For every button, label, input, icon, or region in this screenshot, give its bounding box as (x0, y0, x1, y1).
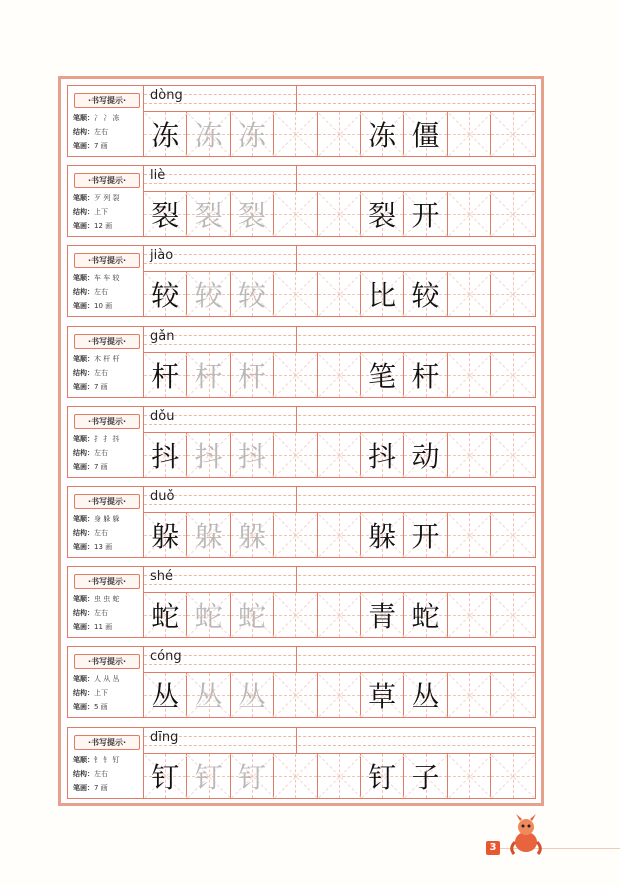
structure-value: 左右 (94, 288, 108, 297)
structure-label: 结构： (73, 689, 94, 698)
model-character: 较 (151, 279, 180, 313)
stroke-count-line (73, 622, 112, 632)
stroke-count-label: 笔画： (73, 382, 94, 391)
practice-row (67, 566, 536, 638)
word-character: 开 (411, 520, 440, 553)
grid-cell[interactable] (231, 353, 274, 397)
grid-cell[interactable] (491, 353, 534, 397)
grid-cell[interactable] (187, 593, 230, 637)
word-character: 僵 (411, 119, 440, 152)
stroke-order-line (73, 193, 119, 203)
grid-cell[interactable] (231, 192, 274, 236)
word-character: 青 (368, 600, 397, 634)
stroke-count-value: 5 画 (94, 703, 108, 712)
pinyin: duǒ (150, 489, 175, 504)
structure-line (73, 528, 108, 538)
trace-character: 抖 (237, 439, 266, 473)
stroke-order-line (73, 434, 119, 444)
grid-cell[interactable] (144, 593, 187, 637)
hint-title: ·书写提示· (74, 173, 140, 188)
grid-cell[interactable] (187, 754, 230, 798)
stroke-count-line (73, 462, 108, 472)
stroke-order-line (73, 354, 119, 364)
grid-cell[interactable] (361, 192, 404, 236)
writing-hint (68, 728, 144, 798)
trace-character: 较 (237, 279, 266, 313)
trace-character: 杆 (237, 359, 266, 393)
grid-cell[interactable] (404, 754, 447, 798)
trace-character: 冻 (237, 119, 266, 152)
structure-label: 结构： (73, 288, 94, 297)
writing-hint (68, 86, 144, 156)
practice-row (67, 245, 536, 317)
structure-value: 上下 (94, 208, 108, 217)
model-character: 躲 (151, 520, 180, 553)
stroke-order-label: 笔顺： (73, 274, 94, 283)
practice-row (67, 85, 536, 157)
grid-cell[interactable] (144, 673, 187, 717)
structure-value: 左右 (94, 128, 108, 136)
stroke-order-value: 虫 虫 蛇 (94, 595, 120, 604)
pinyin-area (144, 728, 535, 754)
word-character: 钉 (368, 760, 397, 794)
writing-hint (68, 487, 144, 557)
stroke-count-label: 笔画： (73, 783, 94, 792)
grid-cell[interactable] (361, 754, 404, 798)
pinyin-area (144, 166, 535, 192)
model-character: 钉 (151, 760, 180, 794)
writing-grid (144, 353, 535, 397)
hint-title: ·书写提示· (74, 654, 140, 669)
pinyin-area (144, 246, 535, 272)
grid-cell[interactable] (187, 433, 230, 477)
writing-grid (144, 593, 535, 637)
grid-cell[interactable] (318, 513, 361, 557)
stroke-count-line (73, 382, 108, 392)
trace-character: 钉 (194, 760, 223, 794)
writing-hint (68, 567, 144, 637)
model-character: 抖 (151, 439, 180, 473)
grid-cell[interactable] (491, 673, 534, 717)
grid-cell[interactable] (361, 272, 404, 316)
grid-cell[interactable] (231, 513, 274, 557)
structure-label: 结构： (73, 208, 94, 217)
word-character: 蛇 (411, 600, 440, 634)
grid-cell[interactable] (231, 433, 274, 477)
word-character: 动 (411, 439, 440, 473)
hint-title: ·书写提示· (74, 735, 140, 750)
page-number: 3 (486, 841, 500, 855)
trace-character: 丛 (237, 680, 266, 714)
stroke-count-label: 笔画： (73, 462, 94, 471)
stroke-order-value: 木 杆 杆 (94, 354, 120, 363)
grid-cell[interactable] (448, 513, 491, 557)
structure-label: 结构： (73, 448, 94, 457)
grid-cell[interactable] (361, 433, 404, 477)
structure-line (73, 448, 108, 458)
stroke-count-value: 10 画 (94, 302, 113, 311)
stroke-order-label: 笔顺： (73, 194, 94, 203)
structure-label: 结构： (73, 769, 94, 778)
model-character: 裂 (151, 199, 180, 233)
stroke-count-value: 13 画 (94, 543, 113, 551)
grid-cell[interactable] (318, 192, 361, 236)
stroke-count-line (73, 301, 112, 311)
grid-cell[interactable] (404, 673, 447, 717)
structure-value: 左右 (94, 448, 108, 457)
pinyin-area (144, 487, 535, 513)
grid-cell[interactable] (404, 593, 447, 637)
stroke-count-value: 7 画 (94, 783, 108, 792)
model-character: 蛇 (151, 600, 180, 634)
grid-cell[interactable] (187, 272, 230, 316)
stroke-count-label: 笔画： (73, 623, 94, 632)
word-character: 较 (411, 279, 440, 313)
pinyin-area (144, 327, 535, 353)
grid-cell[interactable] (361, 513, 404, 557)
writing-grid (144, 673, 535, 717)
structure-line (73, 769, 108, 779)
grid-cell[interactable] (274, 112, 317, 156)
grid-cell[interactable] (274, 513, 317, 557)
grid-cell[interactable] (361, 112, 404, 156)
word-character: 裂 (368, 199, 397, 233)
writing-grid (144, 272, 535, 316)
grid-cell[interactable] (274, 433, 317, 477)
structure-value: 左右 (94, 609, 108, 618)
grid-cell[interactable] (231, 272, 274, 316)
practice-row (67, 646, 536, 718)
grid-cell[interactable] (448, 353, 491, 397)
word-character: 草 (368, 680, 397, 714)
stroke-order-label: 笔顺： (73, 114, 94, 122)
structure-label: 结构： (73, 368, 94, 377)
grid-cell[interactable] (144, 272, 187, 316)
stroke-count-line (73, 702, 108, 712)
practice-row (67, 486, 536, 558)
stroke-count-value: 12 画 (94, 222, 113, 231)
writing-grid (144, 112, 535, 156)
stroke-count-label: 笔画： (73, 302, 94, 311)
trace-character: 躲 (194, 520, 223, 553)
grid-cell[interactable] (448, 593, 491, 637)
pinyin: shé (150, 569, 174, 585)
word-character: 冻 (368, 119, 397, 152)
practice-sheet (58, 76, 544, 806)
stroke-count-value: 7 画 (94, 142, 108, 150)
pinyin: dǒu (150, 408, 175, 424)
structure-label: 结构： (73, 128, 94, 136)
stroke-order-line (73, 514, 119, 524)
stroke-order-label: 笔顺： (73, 675, 94, 684)
writing-grid (144, 433, 535, 477)
word-character: 丛 (411, 680, 440, 714)
stroke-order-label: 笔顺： (73, 354, 94, 363)
trace-character: 裂 (194, 199, 223, 233)
grid-cell[interactable] (318, 353, 361, 397)
word-character: 开 (411, 199, 440, 233)
practice-row (67, 326, 536, 398)
word-character: 杆 (411, 359, 440, 393)
stroke-order-value: 车 车 较 (94, 274, 120, 283)
grid-cell[interactable] (231, 112, 274, 156)
grid-cell[interactable] (404, 112, 447, 156)
grid-cell[interactable] (404, 272, 447, 316)
writing-grid (144, 754, 535, 798)
hint-title: ·书写提示· (74, 574, 140, 589)
grid-cell[interactable] (448, 673, 491, 717)
grid-cell[interactable] (274, 272, 317, 316)
grid-cell[interactable] (274, 192, 317, 236)
practice-row (67, 165, 536, 237)
stroke-order-value: 扌 扌 抖 (94, 434, 120, 443)
grid-cell[interactable] (361, 593, 404, 637)
hint-title: ·书写提示· (74, 253, 140, 268)
grid-cell[interactable] (448, 192, 491, 236)
trace-character: 抖 (194, 439, 223, 473)
stroke-order-label: 笔顺： (73, 595, 94, 604)
grid-cell[interactable] (448, 754, 491, 798)
pinyin: dīng (150, 729, 179, 745)
writing-grid (144, 513, 535, 557)
stroke-count-line (73, 542, 112, 552)
hint-title: ·书写提示· (74, 334, 140, 349)
stroke-count-line (73, 221, 112, 231)
grid-cell[interactable] (318, 593, 361, 637)
grid-cell[interactable] (144, 112, 187, 156)
grid-cell[interactable] (491, 513, 534, 557)
stroke-order-line (73, 113, 119, 123)
stroke-order-value: 钅 钅 钉 (94, 755, 120, 764)
grid-cell[interactable] (404, 433, 447, 477)
hint-title: ·书写提示· (74, 414, 140, 429)
grid-cell[interactable] (187, 513, 230, 557)
grid-cell[interactable] (448, 272, 491, 316)
trace-character: 蛇 (194, 600, 223, 634)
model-character: 杆 (151, 359, 180, 393)
grid-cell[interactable] (318, 673, 361, 717)
stroke-count-label: 笔画： (73, 142, 94, 150)
structure-value: 左右 (94, 368, 108, 377)
grid-cell[interactable] (448, 433, 491, 477)
trace-character: 冻 (194, 119, 223, 152)
grid-cell[interactable] (187, 353, 230, 397)
structure-line (73, 287, 108, 297)
structure-line (73, 688, 108, 698)
pinyin-area (144, 567, 535, 593)
grid-cell[interactable] (361, 353, 404, 397)
word-character: 抖 (368, 439, 397, 473)
model-character: 丛 (151, 680, 180, 714)
grid-cell[interactable] (491, 754, 534, 798)
structure-value: 上下 (94, 689, 108, 698)
stroke-count-label: 笔画： (73, 543, 94, 551)
grid-cell[interactable] (448, 112, 491, 156)
stroke-order-label: 笔顺： (73, 755, 94, 764)
grid-cell[interactable] (144, 353, 187, 397)
grid-cell[interactable] (361, 673, 404, 717)
grid-cell[interactable] (491, 433, 534, 477)
model-character: 冻 (151, 119, 180, 152)
writing-hint (68, 647, 144, 717)
grid-cell[interactable] (318, 112, 361, 156)
pinyin-area (144, 647, 535, 673)
word-character: 子 (411, 760, 440, 794)
grid-cell[interactable] (144, 192, 187, 236)
trace-character: 杆 (194, 359, 223, 393)
stroke-count-value: 7 画 (94, 382, 108, 391)
stroke-order-label: 笔顺： (73, 434, 94, 443)
stroke-order-line (73, 674, 119, 684)
trace-character: 钉 (237, 760, 266, 794)
trace-character: 躲 (237, 520, 266, 553)
writing-hint (68, 246, 144, 316)
mascot-icon (506, 812, 546, 857)
grid-cell[interactable] (404, 513, 447, 557)
practice-row (67, 727, 536, 799)
stroke-order-line (73, 755, 119, 765)
hint-title: ·书写提示· (74, 494, 140, 509)
trace-character: 蛇 (237, 600, 266, 634)
structure-value: 左右 (94, 769, 108, 778)
structure-value: 左右 (94, 529, 108, 537)
writing-hint (68, 407, 144, 477)
structure-line (73, 127, 108, 137)
structure-label: 结构： (73, 529, 94, 537)
word-character: 笔 (368, 359, 397, 393)
grid-cell[interactable] (491, 272, 534, 316)
structure-label: 结构： (73, 609, 94, 618)
stroke-count-line (73, 783, 108, 793)
stroke-order-line (73, 594, 119, 604)
trace-character: 丛 (194, 680, 223, 714)
stroke-order-value: 身 躲 躲 (94, 515, 120, 523)
pinyin-area (144, 86, 535, 112)
structure-line (73, 368, 108, 378)
grid-cell[interactable] (144, 513, 187, 557)
stroke-count-line (73, 141, 108, 151)
grid-cell[interactable] (231, 673, 274, 717)
trace-character: 较 (194, 279, 223, 313)
grid-cell[interactable] (274, 754, 317, 798)
grid-cell[interactable] (318, 754, 361, 798)
trace-character: 裂 (237, 199, 266, 233)
stroke-count-label: 笔画： (73, 222, 94, 231)
stroke-order-value: 歹 列 裂 (94, 194, 120, 203)
pinyin: jiào (150, 248, 174, 264)
grid-cell[interactable] (491, 593, 534, 637)
grid-cell[interactable] (491, 112, 534, 156)
writing-grid (144, 192, 535, 236)
word-character: 比 (368, 279, 397, 313)
stroke-count-value: 11 画 (94, 623, 113, 632)
word-character: 躲 (368, 520, 397, 553)
grid-cell[interactable] (187, 673, 230, 717)
structure-line (73, 608, 108, 618)
grid-cell[interactable] (274, 673, 317, 717)
grid-cell[interactable] (274, 353, 317, 397)
structure-line (73, 207, 108, 217)
grid-cell[interactable] (404, 192, 447, 236)
stroke-count-label: 笔画： (73, 703, 94, 712)
grid-cell[interactable] (491, 192, 534, 236)
grid-cell[interactable] (187, 192, 230, 236)
writing-hint (68, 327, 144, 397)
stroke-count-value: 7 画 (94, 462, 108, 471)
grid-cell[interactable] (144, 754, 187, 798)
hint-title: ·书写提示· (74, 93, 140, 108)
stroke-order-value: 人 从 丛 (94, 675, 120, 684)
grid-cell[interactable] (274, 593, 317, 637)
stroke-order-line (73, 273, 119, 283)
grid-cell[interactable] (187, 112, 230, 156)
grid-cell[interactable] (231, 593, 274, 637)
grid-cell[interactable] (318, 272, 361, 316)
pinyin: liè (150, 168, 166, 184)
pinyin: cóng (150, 649, 182, 665)
pinyin: dòng (150, 88, 183, 103)
practice-row (67, 406, 536, 478)
writing-hint (68, 166, 144, 236)
grid-cell[interactable] (144, 433, 187, 477)
grid-cell[interactable] (318, 433, 361, 477)
stroke-order-value: 冫 冫 冻 (94, 114, 120, 122)
grid-cell[interactable] (231, 754, 274, 798)
grid-cell[interactable] (404, 353, 447, 397)
pinyin-area (144, 407, 535, 433)
stroke-order-label: 笔顺： (73, 515, 94, 523)
pinyin: gǎn (150, 328, 175, 344)
